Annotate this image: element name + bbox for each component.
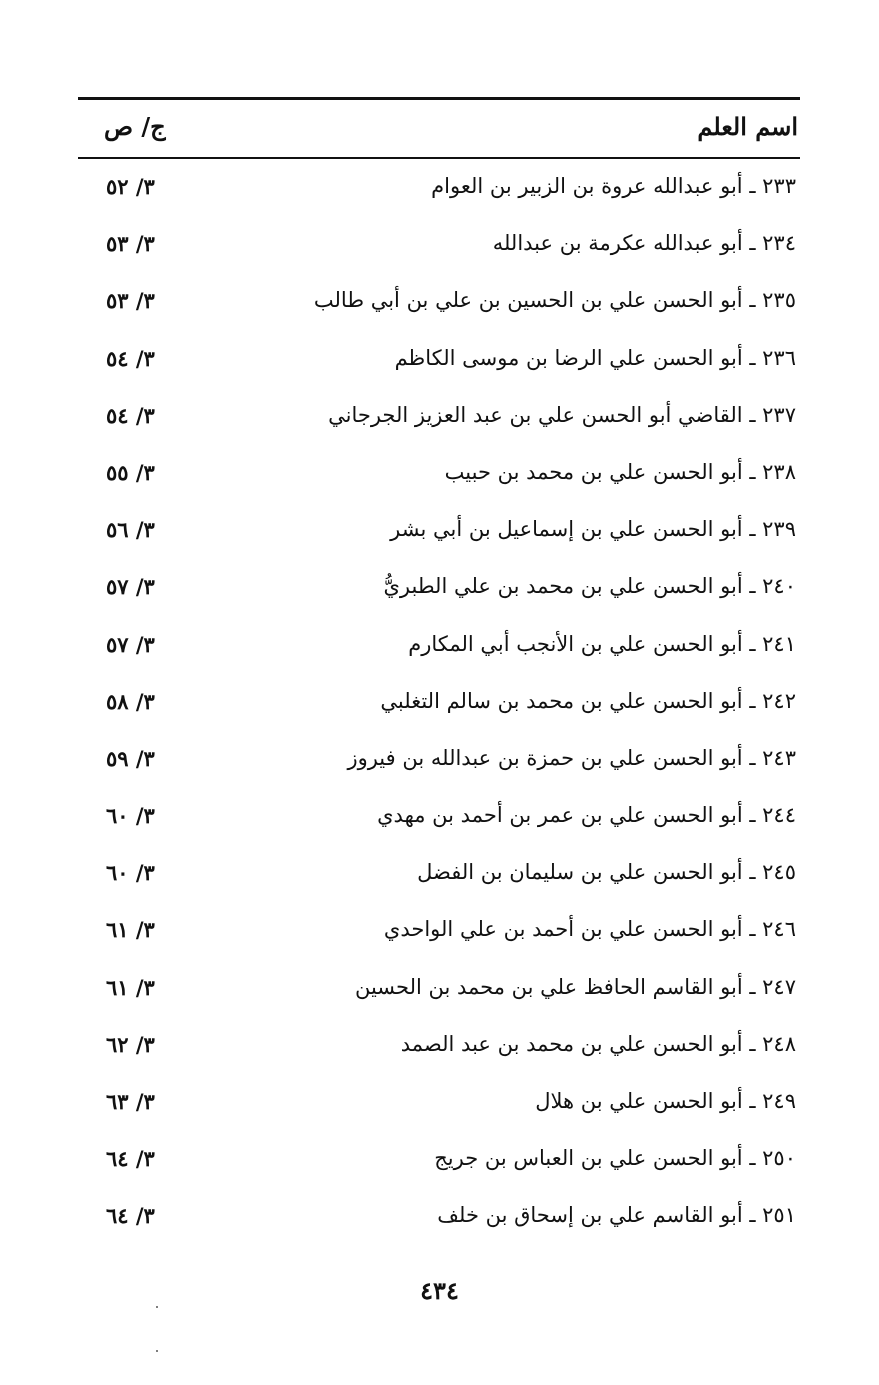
entry-name: ٢٤١ ـ أبو الحسن علي بن الأنجب أبي المكارم [408,631,796,656]
entry-name: ٢٤٧ ـ أبو القاسم الحافظ علي بن محمد بن الحسين [354,974,796,999]
entry-name: ٢٥٠ ـ أبو الحسن علي بن العباس بن جريج [434,1146,796,1171]
index-entry [78,1022,800,1079]
index-entry [78,564,800,621]
entry-reference: ٣/ ٦٢ [106,1031,155,1057]
entry-reference: ٣/ ٦٤ [106,1203,155,1229]
entry-name: ٢٣٧ ـ القاضي أبو الحسن علي بن عبد العزيز الجرجاني [328,402,796,427]
entry-reference: ٣/ ٥٩ [106,745,155,771]
entry-reference: ٣/ ٦٠ [106,860,155,886]
entry-name: ٢٤٠ ـ أبو الحسن علي بن محمد بن علي الطبريُّ [383,574,796,599]
entry-reference: ٣/ ٥٧ [106,631,155,657]
index-entry [78,278,800,335]
entry-reference: ٣/ ٥٤ [106,402,155,428]
entry-name: ٢٤٢ ـ أبو الحسن علي بن محمد بن سالم التغلبي [380,688,796,713]
entry-name: ٢٣٣ ـ أبو عبدالله عروة بن الزبير بن العوام [431,174,796,198]
entry-name: ٢٤٥ ـ أبو الحسن علي بن سليمان بن الفضل [417,860,796,885]
index-entry [78,965,800,1022]
index-entry [78,1136,800,1193]
entry-reference: ٣/ ٥٢ [106,174,155,199]
entry-name: ٢٣٥ ـ أبو الحسن علي بن الحسين بن علي بن أبي طالب [313,288,796,313]
entry-reference: ٣/ ٦٤ [106,1146,155,1172]
index-entries [78,164,800,1251]
index-entry [78,221,800,278]
index-entry [78,507,800,564]
index-entry [78,793,800,850]
index-entry [78,1193,800,1250]
entry-name: ٢٤٦ ـ أبو الحسن علي بن أحمد بن علي الواحدي [383,917,796,942]
print-speck [156,1350,158,1352]
index-entry [78,907,800,964]
ref-column-header: ج/ ص [104,112,166,141]
entry-reference: ٣/ ٦١ [106,917,155,943]
index-entry [78,393,800,450]
entry-reference: ٣/ ٦٣ [106,1089,155,1114]
index-entry [78,1079,800,1136]
header-rule [78,157,800,159]
index-entry [78,336,800,393]
index-entry [78,622,800,679]
entry-reference: ٣/ ٦٠ [106,803,155,829]
entry-name: ٢٣٨ ـ أبو الحسن علي بن محمد بن حبيب [444,459,796,484]
entry-reference: ٣/ ٥٤ [106,345,155,371]
entry-reference: ٣/ ٥٥ [106,459,155,485]
page-number: ٤٣٤ [420,1276,459,1305]
top-rule [78,97,800,100]
index-entry [78,450,800,507]
entry-name: ٢٤٨ ـ أبو الحسن علي بن محمد بن عبد الصمد [400,1031,796,1056]
entry-name: ٢٣٩ ـ أبو الحسن علي بن إسماعيل بن أبي بشر [390,517,796,542]
entry-name: ٢٤٣ ـ أبو الحسن علي بن حمزة بن عبدالله بن فيروز [347,745,796,770]
entry-name: ٢٣٤ ـ أبو عبدالله عكرمة بن عبدالله [492,231,796,256]
index-entry [78,164,800,221]
index-entry [78,679,800,736]
index-entry [78,736,800,793]
entry-reference: ٣/ ٥٣ [106,288,155,314]
entry-reference: ٣/ ٥٨ [106,688,155,714]
entry-name: ٢٤٩ ـ أبو الحسن علي بن هلال [535,1089,796,1113]
print-speck [156,1306,158,1308]
name-column-header: اسم العلم [697,112,798,141]
index-entry [78,850,800,907]
entry-reference: ٣/ ٥٧ [106,574,155,600]
entry-reference: ٣/ ٥٦ [106,517,155,543]
entry-name: ٢٥١ ـ أبو القاسم علي بن إسحاق بن خلف [437,1203,796,1228]
entry-name: ٢٣٦ ـ أبو الحسن علي الرضا بن موسى الكاظم [394,345,796,370]
entry-reference: ٣/ ٥٣ [106,231,155,257]
entry-reference: ٣/ ٦١ [106,974,155,1000]
entry-name: ٢٤٤ ـ أبو الحسن علي بن عمر بن أحمد بن مهدي [377,803,796,828]
table-header [78,108,800,152]
